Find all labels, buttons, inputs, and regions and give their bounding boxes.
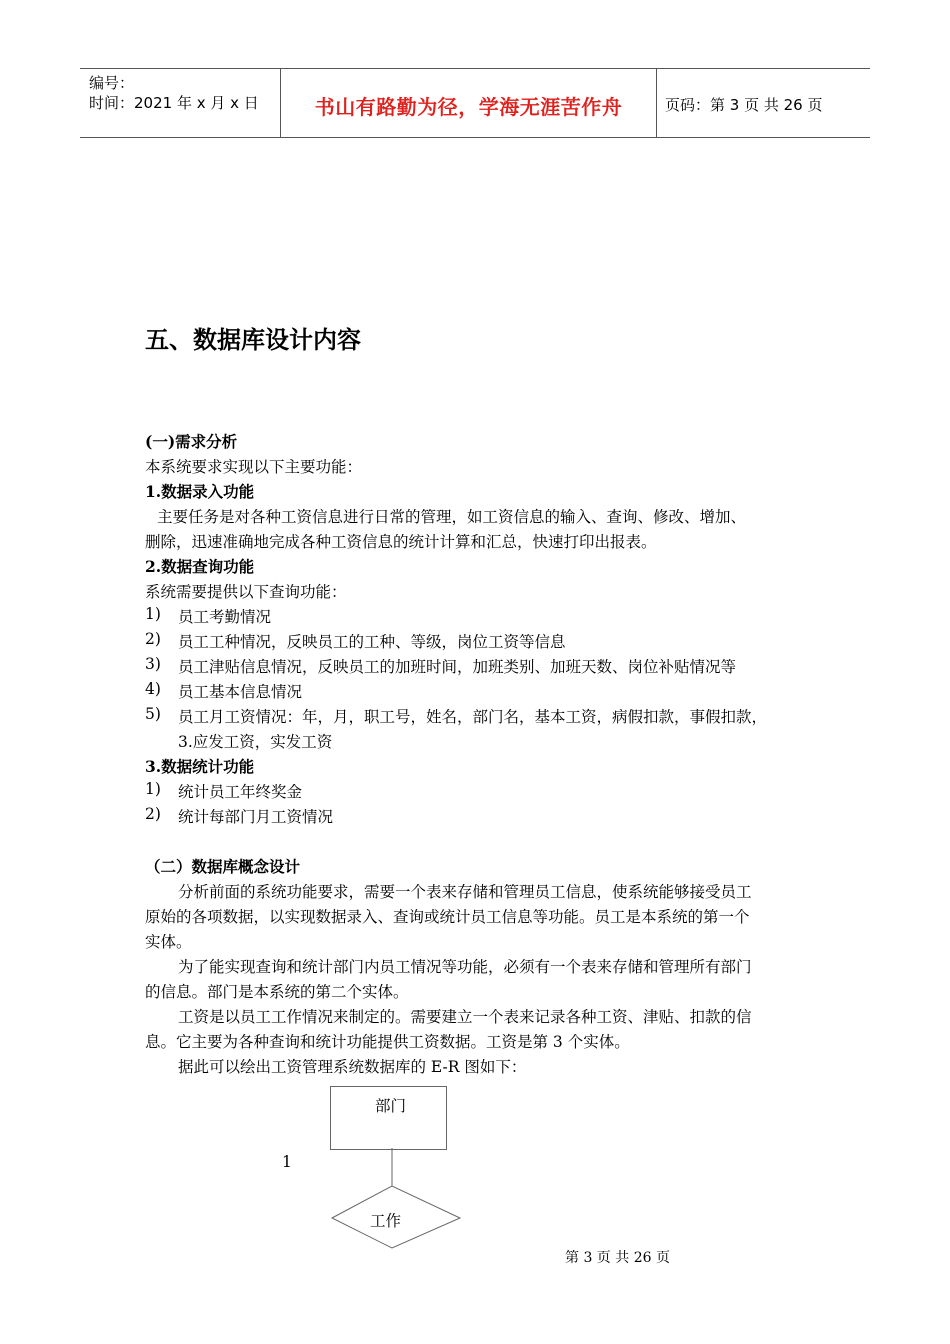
concept-paragraph-line: 据此可以绘出工资管理系统数据库的 E-R 图如下： — [178, 1058, 527, 1076]
header-motto-cell — [281, 69, 657, 137]
header-time: 时间：2021 年 x 月 x 日 — [89, 94, 259, 112]
list-item-number: 2) — [145, 630, 161, 648]
list-item: 统计员工年终奖金 — [178, 783, 303, 801]
er-cardinality: 1 — [282, 1153, 292, 1171]
concept-paragraph-line: 工资是以员工工作情况来制定的。需要建立一个表来记录各种工资、津贴、扣款的信 — [178, 1008, 752, 1026]
section-title: 五、数据库设计内容 — [145, 325, 361, 354]
list-item: 员工考勤情况 — [178, 608, 272, 626]
list-item-number: 4) — [145, 680, 161, 698]
header-code: 编号： — [89, 74, 135, 92]
concept-heading: （二）数据库概念设计 — [145, 857, 301, 876]
function2-heading: 2.数据查询功能 — [145, 557, 255, 576]
list-item-number: 5) — [145, 705, 161, 723]
function1-line1: 主要任务是对各种工资信息进行日常的管理，如工资信息的输入、查询、修改、增加、 — [157, 508, 747, 526]
function3-heading: 3.数据统计功能 — [145, 757, 255, 776]
concept-paragraph-line: 为了能实现查询和统计部门内员工情况等功能，必须有一个表来存储和管理所有部门 — [178, 958, 752, 976]
concept-paragraph-line: 原始的各项数据，以实现数据录入、查询或统计员工信息等功能。员工是本系统的第一个 — [145, 908, 750, 926]
list-item: 员工月工资情况：年，月，职工号，姓名，部门名，基本工资，病假扣款，事假扣款， — [178, 708, 768, 726]
concept-paragraph-line: 实体。 — [145, 933, 192, 951]
header-meta-cell — [80, 69, 281, 137]
requirements-heading: (一)需求分析 — [145, 432, 238, 451]
list-item-number: 2) — [145, 805, 161, 823]
header-page-info: 页码：第 3 页 共 26 页 — [665, 96, 823, 114]
list-item-number: 3) — [145, 655, 161, 673]
er-entity-label: 部门 — [375, 1097, 407, 1115]
page-header — [80, 68, 870, 138]
requirements-intro: 本系统要求实现以下主要功能： — [145, 458, 363, 476]
function1-line2: 删除，迅速准确地完成各种工资信息的统计计算和汇总，快速打印出报表。 — [145, 533, 657, 551]
function1-heading: 1.数据录入功能 — [145, 482, 255, 501]
concept-paragraph-line: 息。它主要为各种查询和统计功能提供工资数据。工资是第 3 个实体。 — [145, 1033, 630, 1051]
list-item: 统计每部门月工资情况 — [178, 808, 334, 826]
list-item: 员工津贴信息情况，反映员工的加班时间，加班类别、加班天数、岗位补贴情况等 — [178, 658, 737, 676]
list-item-number: 1) — [145, 780, 161, 798]
list-item: 员工基本信息情况 — [178, 683, 303, 701]
function2-intro: 系统需要提供以下查询功能： — [145, 583, 347, 601]
concept-paragraph-line: 的信息。部门是本系统的第二个实体。 — [145, 983, 409, 1001]
page-footer: 第 3 页 共 26 页 — [565, 1250, 670, 1266]
header-page-cell — [657, 69, 870, 137]
concept-paragraph-line: 分析前面的系统功能要求，需要一个表来存储和管理员工信息，使系统能够接受员工 — [178, 883, 752, 901]
header-motto: 书山有路勤为径，学海无涯苦作舟 — [314, 95, 623, 119]
list-item-continuation: 3.应发工资，实发工资 — [178, 733, 333, 751]
er-relationship-label: 工作 — [370, 1212, 402, 1230]
list-item: 员工工种情况，反映员工的工种、等级，岗位工资等信息 — [178, 633, 566, 651]
er-relationship-shape — [320, 1148, 470, 1253]
list-item-number: 1) — [145, 605, 161, 623]
